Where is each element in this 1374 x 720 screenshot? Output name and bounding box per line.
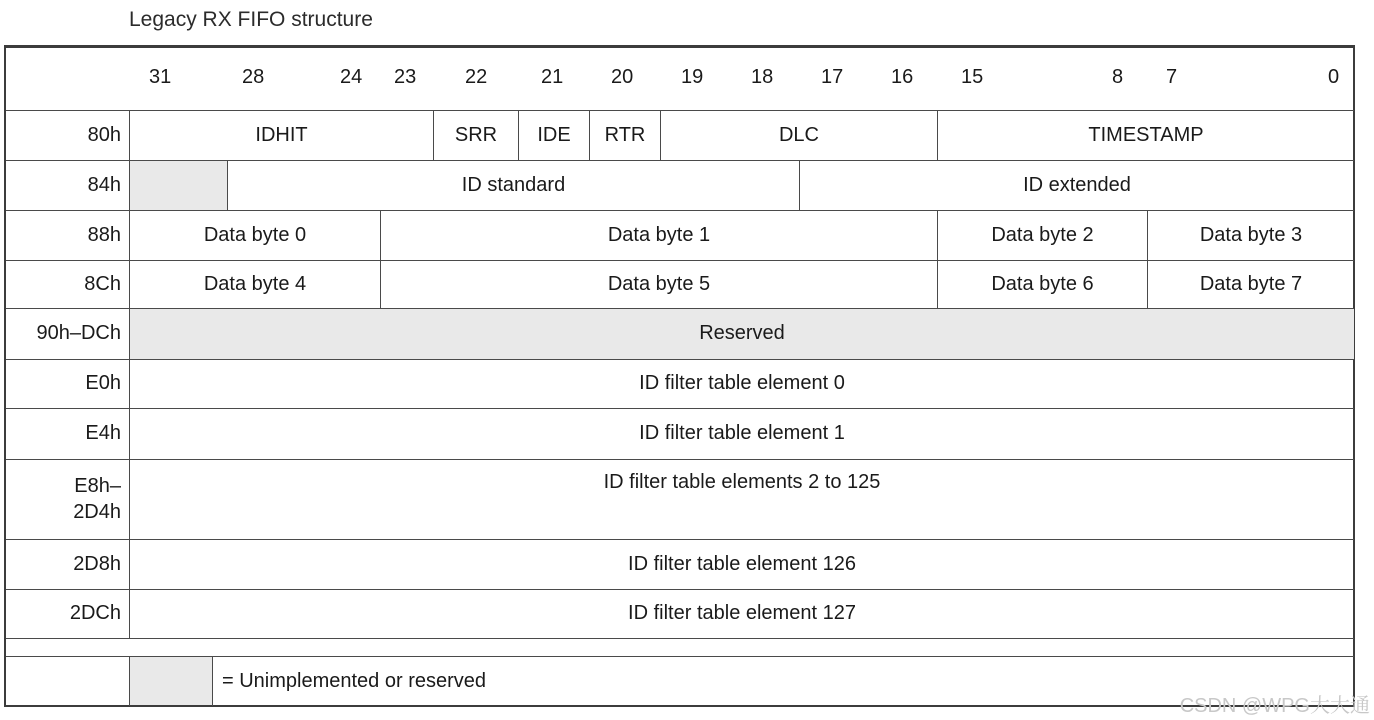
field-idhit: IDHIT [255,123,308,146]
field-ide: IDE [537,123,571,146]
bit-label: 0 [1328,65,1340,88]
field-id-filter-1: ID filter table element 1 [639,422,845,444]
field-id-filter-127: ID filter table element 127 [628,602,856,624]
offset-e8h-2d4h [6,459,121,539]
field-id-standard: ID standard [461,173,566,196]
bit-label: 24 [340,65,363,88]
bit-label: 31 [149,65,172,88]
legend-divider [212,656,213,706]
field-rtr: RTR [604,123,646,146]
offset-e0h: E0h [85,372,121,394]
offset-88h: 88h [87,223,121,246]
field-data-byte-4: Data byte 4 [203,272,307,295]
offset-90h-dch: 90h–DCh [36,322,121,344]
offset-2dch: 2DCh [69,602,121,624]
field-data-byte-6: Data byte 6 [991,272,1094,295]
field-id-filter-2-125: ID filter table elements 2 to 125 [603,470,881,493]
field-srr: SRR [454,123,498,146]
bit-label: 15 [961,65,984,88]
legend-swatch [130,657,212,705]
bit-label: 23 [394,65,417,88]
bit-label: 22 [465,65,488,88]
bit-label: 8 [1112,65,1124,88]
legend-divider [129,656,130,706]
offset-8ch: 8Ch [84,272,121,295]
bit-label: 7 [1166,65,1178,88]
offset-e4h: E4h [85,422,121,444]
bit-label: 28 [242,65,265,88]
bit-label: 20 [611,65,634,88]
bit-label: 17 [821,65,844,88]
field-data-byte-2: Data byte 2 [991,223,1094,246]
unimplemented-cell-84h [130,160,227,210]
field-timestamp: TIMESTAMP [1088,123,1204,146]
field-id-filter-126: ID filter table element 126 [628,552,856,575]
field-data-byte-7: Data byte 7 [1199,272,1303,295]
field-id-filter-0: ID filter table element 0 [639,372,845,394]
offset-line: E8h– [74,475,121,497]
offset-84h: 84h [87,173,121,196]
bit-label: 18 [751,65,774,88]
field-dlc: DLC [778,123,819,146]
field-data-byte-0: Data byte 0 [203,223,307,246]
bit-label: 19 [681,65,704,88]
offset-line: 2D4h [73,501,121,523]
table-caption: Legacy RX FIFO structure [129,8,373,31]
field-id-extended: ID extended [1023,173,1131,196]
watermark: CSDN @WPG大大通 [1179,695,1370,717]
field-data-byte-3: Data byte 3 [1199,223,1303,246]
legend-text: = Unimplemented or reserved [222,669,487,692]
row-divider [6,638,1354,639]
field-data-byte-5: Data byte 5 [607,272,711,295]
row-divider [6,656,1354,657]
field-data-byte-1: Data byte 1 [607,223,711,246]
field-reserved: Reserved [699,322,785,344]
bit-label: 16 [891,65,914,88]
offset-80h: 80h [87,123,121,146]
bit-label: 21 [541,65,564,88]
offset-2d8h: 2D8h [73,552,121,575]
